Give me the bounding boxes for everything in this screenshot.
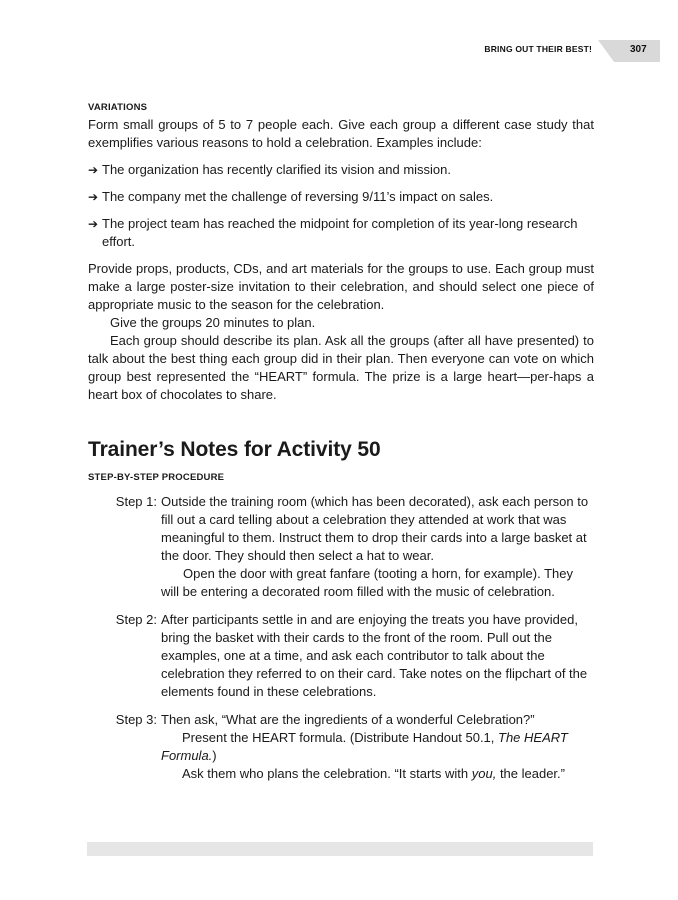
step-3-text-3-pre: Ask them who plans the celebration. “It starts with xyxy=(182,766,472,781)
step-3-text-1: Then ask, “What are the ingredients of a wonderful Celebration?” xyxy=(161,712,535,727)
variations-paragraphs xyxy=(88,260,594,404)
step-body xyxy=(157,711,594,783)
steps-list xyxy=(88,493,594,783)
variations-para-3: Each group should describe its plan. Ask all the groups (after all have presented) to talk about the best thing each group did in their plan. Then everyone can vote on which group best represented the “HEART” formula. The prize is a large heart—per-haps a heart box of chocolates to share. xyxy=(88,333,594,402)
step-3-text-3 xyxy=(157,765,594,783)
list-item-text: The company met the challenge of reversing 9/11’s impact on sales. xyxy=(102,189,494,204)
step-3-text-2 xyxy=(157,729,594,765)
list-item xyxy=(88,215,594,251)
step-1-text-1: Outside the training room (which has been decorated), ask each person to fill out a card telling about a celebration they attended at work that was meaningful to them. Instruct them to drop their cards into a large basket at the door. They should then select a hat to wear. xyxy=(161,494,589,563)
page-header xyxy=(0,40,678,62)
running-title: BRING OUT THEIR BEST! xyxy=(484,44,592,54)
step-3-text-2-post: ) xyxy=(212,748,217,763)
list-item xyxy=(88,161,594,179)
step-label: Step 3: xyxy=(115,712,157,727)
arrow-right-icon: ➔ xyxy=(88,217,99,231)
step-3-text-3-post: the leader.” xyxy=(496,766,565,781)
step-1 xyxy=(88,493,594,601)
page-number: 307 xyxy=(630,44,647,55)
variations-para-1: Provide props, products, CDs, and art materials for the groups to use. Each group must make a large poster-size invitation to their celebration, and should select one piece of appropriate music to the season for the celebration. xyxy=(88,261,594,312)
emphasis-you: you, xyxy=(471,766,497,781)
step-1-text-2: Open the door with great fanfare (tooting a horn, for example). They will be entering a decorated room filled with the music of celebration. xyxy=(161,566,573,599)
step-label: Step 1: xyxy=(115,494,157,509)
arrow-right-icon: ➔ xyxy=(88,163,99,177)
step-body xyxy=(157,611,594,701)
step-3-text-2-pre: Present the HEART formula. (Distribute Handout 50.1, xyxy=(182,730,499,745)
variations-heading: VARIATIONS xyxy=(88,102,148,113)
step-label: Step 2: xyxy=(115,612,157,627)
page-number-tab xyxy=(598,40,660,62)
page-content xyxy=(88,102,594,793)
handout-title: The HEART Formula. xyxy=(161,730,568,763)
list-item-text: The organization has recently clarified its vision and mission. xyxy=(102,162,452,177)
procedure-heading: STEP-BY-STEP PROCEDURE xyxy=(88,472,225,483)
variations-bullet-list xyxy=(88,161,594,251)
list-item xyxy=(88,188,594,206)
step-2 xyxy=(88,611,594,701)
variations-para-2: Give the groups 20 minutes to plan. xyxy=(110,315,316,330)
step-body xyxy=(157,493,594,601)
step-3 xyxy=(88,711,594,783)
footer-bar xyxy=(87,842,593,856)
arrow-right-icon: ➔ xyxy=(88,190,99,204)
step-2-text-1: After participants settle in and are enjoying the treats you have provided, bring the basket with their cards to the front of the room. Pull out the examples, one at a time, and ask each contributor to talk about the celebration they referred to on their card. Take notes on the flipchart of the elements found in these celebrations. xyxy=(161,612,588,699)
section-title: Trainer’s Notes for Activity 50 xyxy=(88,438,381,461)
list-item-text: The project team has reached the midpoint for completion of its year-long research effort. xyxy=(102,216,578,249)
variations-intro: Form small groups of 5 to 7 people each. Give each group a different case study that exemplifies various reasons to hold a celebration. Examples include: xyxy=(88,117,594,150)
